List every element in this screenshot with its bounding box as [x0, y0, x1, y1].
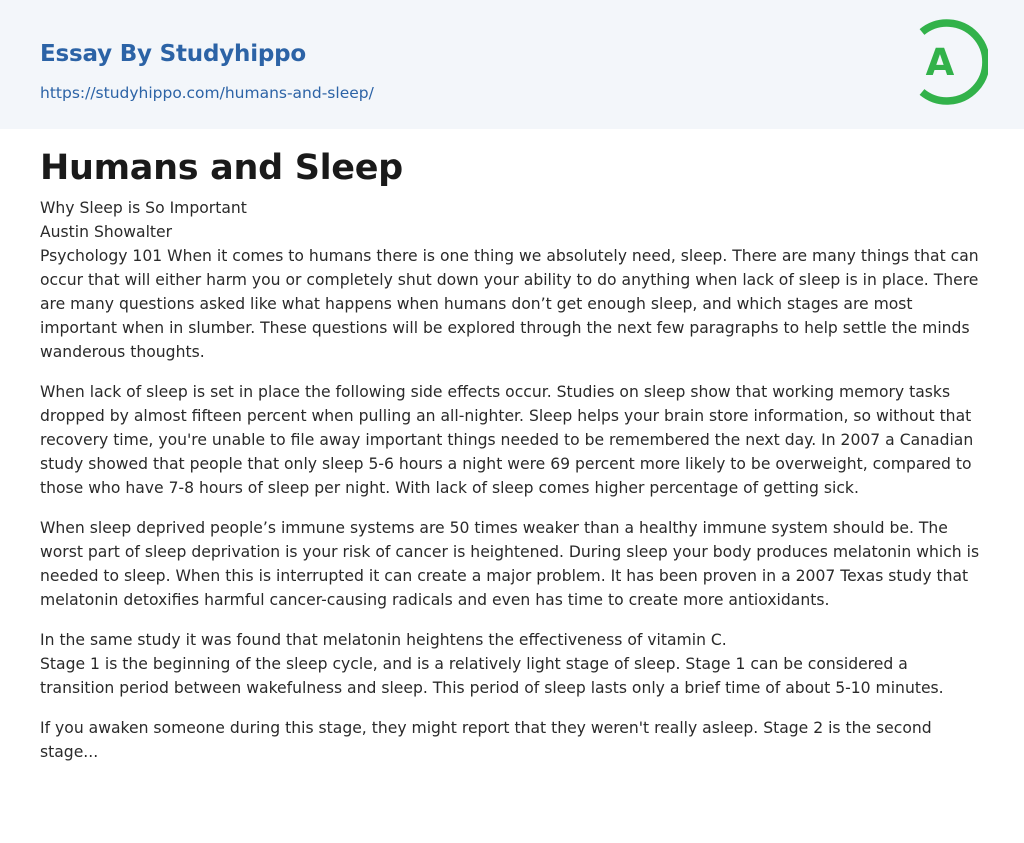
essay-subtitle: Why Sleep is So Important — [40, 199, 247, 217]
essay-paragraph: Stage 1 is the beginning of the sleep cycle, and is a relatively light stage of sleep. Stage 1 can be considered a transition period between wakefulness and sleep. This period of sleep lasts only a brief time of about 5-10 minutes. — [40, 655, 944, 697]
essay-paragraph: If you awaken someone during this stage, they might report that they weren't really asleep. Stage 2 is the second stage... — [40, 719, 932, 761]
essay-paragraph: When sleep deprived people’s immune systems are 50 times weaker than a healthy immune system should be. The worst part of sleep deprivation is your risk of cancer is heightened. During sleep your body produces melatonin which is needed to sleep. When this is interrupted it can create a major problem. It has been proven in a 2007 Texas study that melatonin detoxifies harmful cancer-causing radicals and even has time to create more antioxidants. — [40, 519, 980, 609]
studyhippo-logo-icon[interactable] — [910, 18, 988, 106]
logo-letter: A — [925, 41, 955, 84]
site-brand[interactable]: Essay By Studyhippo — [40, 41, 307, 67]
essay-content — [40, 146, 984, 780]
page-title: Humans and Sleep — [40, 148, 403, 188]
site-header — [0, 0, 1024, 129]
essay-paragraph: When lack of sleep is set in place the following side effects occur. Studies on sleep show that working memory tasks dropped by almost fifteen percent when pulling an all-nighter. Sleep helps your brain store information, so without that recovery time, you're unable to file away important things needed to be remembered the next day. In 2007 a Canadian study showed that people that only sleep 5-6 hours a night were 69 percent more likely to be overweight, compared to those who have 7-8 hours of sleep per night. With lack of sleep comes higher percentage of getting sick. — [40, 383, 974, 497]
essay-paragraph: Psychology 101 When it comes to humans there is one thing we absolutely need, sleep. There are many things that can occur that will either harm you or completely shut down your ability to do anything when lack of sleep is in place. There are many questions asked like what happens when humans don’t get enough sleep, and which stages are most important when in slumber. These questions will be explored through the next few paragraphs to help settle the minds wanderous thoughts. — [40, 247, 979, 361]
essay-author: Austin Showalter — [40, 223, 173, 241]
essay-paragraph: In the same study it was found that melatonin heightens the effectiveness of vitamin C. — [40, 631, 727, 649]
essay-url-link[interactable]: https://studyhippo.com/humans-and-sleep/ — [40, 84, 374, 102]
